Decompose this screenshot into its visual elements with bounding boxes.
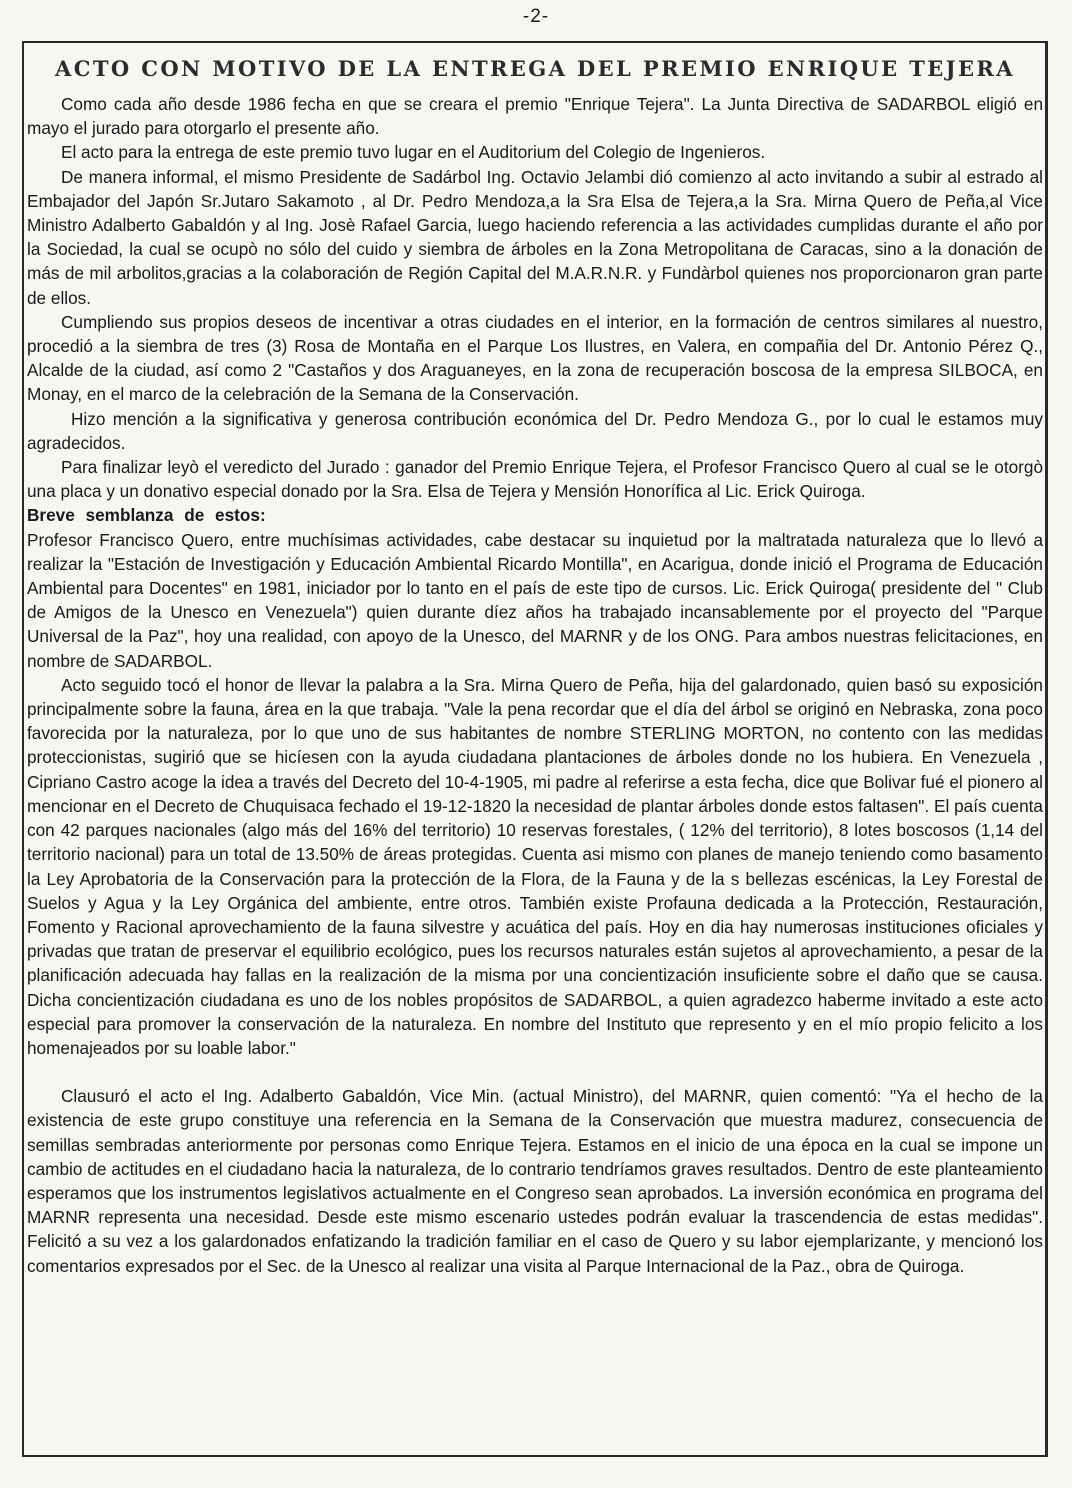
paragraph-contribution: Hizo mención a la significativa y generosa contribución económica del Dr. Pedro Mendoza G., por lo cual le estamos muy agradecidos.	[27, 408, 1043, 453]
paragraph-venue: El acto para la entrega de este premio tuvo lugar en el Auditorium del Colegio de Ingenieros.	[61, 142, 766, 163]
paragraph-gap	[27, 1060, 1043, 1084]
paragraph-biographies: Profesor Francisco Quero, entre muchísimas actividades, cabe destacar su inquietud por la maltratada naturaleza que lo llevó a realizar la "Estación de Investigación y Educación Ambiental Ricardo Montilla", en Acarigua, donde inició el Programa de Educación Ambiental para Docentes" en 1981, iniciador por lo tanto en el país de este tipo de cursos. Lic. Erick Quiroga( presidente del " Club de Amigos de la Unesco en Venezuela") quien durante díez años ha trabajado incansablemente por el proyecto del "Parque Universal de la Paz", hoy una realidad, con apoyo de la Unesco, del MARNR y de los ONG. Para ambos nuestras felicitaciones, en nombre de SADARBOL.	[27, 529, 1043, 671]
section-heading: Breve semblanza de estos:	[27, 505, 266, 526]
paragraph-intro: Como cada año desde 1986 fecha en que se creara el premio "Enrique Tejera". La Junta Directiva de SADARBOL eligió en mayo el jurado para otorgarlo el presente año.	[27, 94, 1043, 139]
paragraph-closing: Clausuró el acto el Ing. Adalberto Gabaldón, Vice Min. (actual Ministro), del MARNR, quien comentó: "Ya el hecho de la existencia de este grupo constituye una referencia en la Semana de la Conservación que muestra madurez, consecuencia de semillas sembradas anteriormente por personas como Enrique Tejera. Estamos en el inicio de una época en la cual se impone un cambio de actitudes en el ciudadano hacia la naturaleza, de lo contrario tendríamos graves resultados. Dentro de este planteamiento esperamos que los instrumentos legislativos actualmente en el Congreso sean aprobados. La inversión económica en programa del MARNR representa una necesidad. Desde este mismo escenario ustedes podrán evaluar la trascendencia de estas medidas". Felicitó a su vez a los galardonados enfatizando la tradición familiar en el caso de Quero y su labor ejemplarizante, y mencionó los comentarios expresados por el Sec. de la Unesco al realizar una visita al Parque Internacional de la Paz., obra de Quiroga.	[27, 1086, 1043, 1276]
paragraph-speech-quero: Acto seguido tocó el honor de llevar la palabra a la Sra. Mirna Quero de Peña, hija del galardonado, quien basó su exposición principalmente sobre la fauna, área en la que trabaja. "Vale la pena recordar que el día del árbol se originó en Nebraska, zona poco favorecida por la naturaleza, por lo que uno de sus habitantes de nombre STERLING MORTON, no contento con las medidas proteccionistas, sugirió que se hicíesen con la ayuda ciudadana plantaciones de árboles donde no los hubiera. En Venezuela , Cipriano Castro acoge la idea a través del Decreto del 10-4-1905, mi padre al referirse a esta fecha, dice que Bolivar fué el pionero al mencionar en el Decreto de Chuquisaca fechado el 19-12-1820 la necesidad de plantar árboles donde estos faltasen". El país cuenta con 42 parques nacionales (algo más del 16% del territorio) 10 reservas forestales, ( 12% del territorio), 8 lotes boscosos (1,14 del territorio nacional) para un total de 13.50% de áreas protegidas. Cuenta asi mismo con planes de manejo teniendo como basamento la Ley Aprobatoria de la Conservación para la protección de la Flora, de la Fauna y de la s bellezas escénicas, la Ley Forestal de Suelos y Agua y la Ley Orgánica del ambiente, entre otros. También existe Profauna dedicada a la Protección, Restauración, Fomento y Racional aprovechamiento de la fauna silvestre y acuática del país. Hoy en dia hay numerosas instituciones oficiales y privadas que tratan de preservar el equilibrio ecológico, pues los recursos naturales están sujetos al aprovechamiento, a pesar de la planificación adecuada hay fallas en la realización de la misma por una concientización insuficiente sobre el daño que se causa. Dicha concientización ciudadana es uno de los nobles propósitos de SADARBOL, a quien agradezco haberme invitado a este acto especial para promover la conservación de la naturaleza. En nombre del Instituto que represento y en el mío propio felicito a los homenajeados por su loable labor."	[27, 674, 1043, 1058]
paragraph-verdict: Para finalizar leyò el veredicto del Jurado : ganador del Premio Enrique Tejera, el Profesor Francisco Quero al cual se le otorgò una placa y un donativo especial donado por la Sra. Elsa de Tejera y Mensión Honorífica al Lic. Erick Quiroga.	[27, 457, 1043, 502]
article-body	[27, 92, 1043, 1278]
article-title: ACTO CON MOTIVO DE LA ENTREGA DEL PREMIO ENRIQUE TEJERA	[55, 56, 1015, 81]
page-number: -2-	[522, 6, 550, 27]
paragraph-interior-cities: Cumpliendo sus propios deseos de incentivar a otras ciudades en el interior, en la formación de centros similares al nuestro, procedió a la siembra de tres (3) Rosa de Montaña en el Parque Los Ilustres, en Valera, en compañia del Dr. Antonio Pérez Q., Alcalde de la ciudad, así como 2 "Castaños y dos Araguaneyes, en la zona de recuperación boscosa de la empresa SILBOCA, en Monay, en el marco de la celebración de la Semana de la Conservación.	[27, 311, 1043, 405]
paragraph-opening: De manera informal, el mismo Presidente de Sadárbol Ing. Octavio Jelambi dió comienzo al acto invitando a subir al estrado al Embajador del Japón Sr.Jutaro Sakamoto , al Dr. Pedro Mendoza,a la Sra Elsa de Tejera,a la Sra. Mirna Quero de Peña,al Vice Ministro Adalberto Gabaldón y al Ing. Josè Rafael Garcia, luego haciendo referencia a las actividades cumplidas durante el año por la Sociedad, la cual se ocupò no sólo del cuido y siembra de árboles en la Zona Metropolitana de Caracas, sino a la donación de más de mil arbolitos,gracias a la colaboración de Región Capital del M.A.R.N.R. y Fundàrbol quienes nos proporcionaron gran parte de ellos.	[27, 166, 1043, 308]
